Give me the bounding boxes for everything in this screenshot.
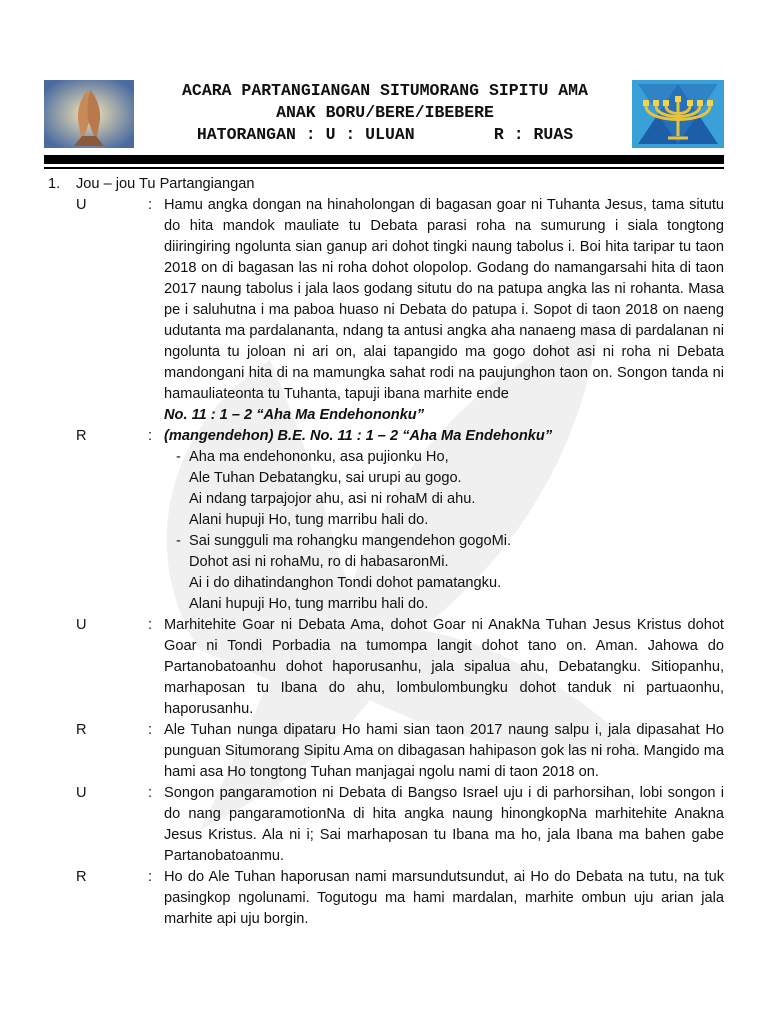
separator: : (148, 617, 153, 633)
separator: : (148, 722, 153, 738)
entry-text: Ho do Ale Tuhan haporusan nami marsundutsundut, ai Ho do Debata na tutu, na tuk pasingkop ngolunami. Togutogu ma hami mardalan, marhite ombun uju arian jala marhite api uju borgin. (164, 869, 724, 927)
section-title-text: Jou – jou Tu Partangiangan (76, 176, 255, 192)
liturgy-entry (48, 720, 724, 783)
entry-text: Marhitehite Goar ni Debata Ama, dohot Goar ni AnakNa Tuhan Jesus Kristus dohot Goar ni Tondi Porbadia na tumompa langit dohot tano on. Aman. Jahowa do Partanobatoanhu dohot haporusanhu, jala sipalua ahu, Debatangku. Sitiopanhu, marhaposan tu Ibana do ahu, lombulombungku dohot tanduk ni partuaonhu, haporusanhu. (164, 617, 724, 717)
header-divider-thick (44, 155, 724, 164)
song-reference: (mangendehon) B.E. No. 11 : 1 – 2 “Aha Ma Endehonku” (164, 428, 553, 444)
header-line-1: ACARA PARTANGIANGAN SITUMORANG SIPITU AMA (182, 81, 588, 100)
document-header (44, 78, 724, 152)
liturgy-entry (48, 783, 724, 867)
separator: : (148, 785, 153, 801)
verse-line: - Sai sungguli ma rohangku mangendehon gogoMi. (176, 533, 512, 549)
speaker-role: U (76, 617, 87, 633)
verse-line: - Aha ma endehononku, asa pujionku Ho, (176, 449, 449, 465)
header-divider-thin (44, 167, 724, 169)
header-line-3: HATORANGAN : U : ULUAN R : RUAS (196, 125, 574, 144)
song-verses (164, 447, 724, 615)
liturgy-entry (48, 195, 724, 426)
liturgy-entry (48, 426, 724, 615)
entry-text: Hamu angka dongan na hinaholongan di bagasan goar ni Tuhanta Jesus, tama situtu do hita mandok mauliate tu Debata parasi roha na sumurung i siala tongtong diiringiring ngoluntа sian ganup ari dohot tingki naung tabolus i. Boi hita taripar tu taon 2018 on di bagasan las ni roha dohot olopolop. Godang do namangarsahi hita di taon 2017 naung tabolus i jala laos godang situtu do na patupa angka las ni rohanta. Masa pe i saluhutna i ma paboa huaso ni Debata do patupa i. Sopot di taon 2018 on naeng udutanta ma pardalananta, ndang ta antusi angka aha nanaeng masa di pardalanan ni ngoluntа tu joloan ni ari on, alai tapangido ma gogo dohot asi ni roha ni Debata mandongani hita di na mamungka sahat rodi na paujunghon taon on. Songon tanda ni hamauliateonta tu Tuhanta, tapuji ibana marhite ende (164, 197, 724, 402)
speaker-role: R (76, 722, 87, 738)
entry-text: Ale Tuhan nunga dipataru Ho hami sian taon 2017 naung salpu i, jala dipasahat Ho punguan Situmorang Sipitu Ama on dibagasan hahipason gok las ni roha. Mangido ma hami asa Ho tongtong Tuhan manjagai ngolu nami di taon 2018 on. (164, 722, 724, 780)
menorah-icon (632, 80, 724, 148)
speaker-role: U (76, 785, 87, 801)
praying-hands-icon (44, 80, 134, 148)
liturgy-entry (48, 867, 724, 930)
separator: : (148, 869, 153, 885)
entry-text: Songon pangaramotion ni Debata di Bangso Israel uju i di parhorsihan, lobi songon i do nang pangaramotionNa di hita angka naung hinongkopNa marhitehite Anakna Jesus Kristus. Ala ni i; Sai marhaposan tu Ibana ma ho, jala Ibana ma bahen gabe Partanobatoanmu. (164, 785, 724, 864)
speaker-role: R (76, 428, 87, 444)
liturgy-entry (48, 615, 724, 720)
verse-line: Alani hupuji Ho, tung marribu hali do. (189, 596, 429, 612)
speaker-role: R (76, 869, 87, 885)
header-title (140, 80, 630, 146)
separator: : (148, 197, 153, 213)
liturgy-body (48, 174, 724, 930)
speaker-role: U (76, 197, 87, 213)
verse-line: Alani hupuji Ho, tung marribu hali do. (189, 512, 429, 528)
section-title (48, 174, 724, 195)
verse-line: Ai i do dihatindanghon Tondi dohot pamatangku. (189, 575, 502, 591)
section-number: 1. (48, 176, 61, 192)
verse-line: Ale Tuhan Debatangku, sai urupi au gogo. (189, 470, 462, 486)
verse-line: Ai ndang tarpajojor ahu, asi ni rohaM di ahu. (189, 491, 476, 507)
separator: : (148, 428, 153, 444)
header-line-2: ANAK BORU/BERE/IBEBERE (276, 103, 494, 122)
verse-line: Dohot asi ni rohaMu, ro di habasaronMi. (189, 554, 449, 570)
song-reference: No. 11 : 1 – 2 “Aha Ma Endehononku” (164, 407, 425, 423)
